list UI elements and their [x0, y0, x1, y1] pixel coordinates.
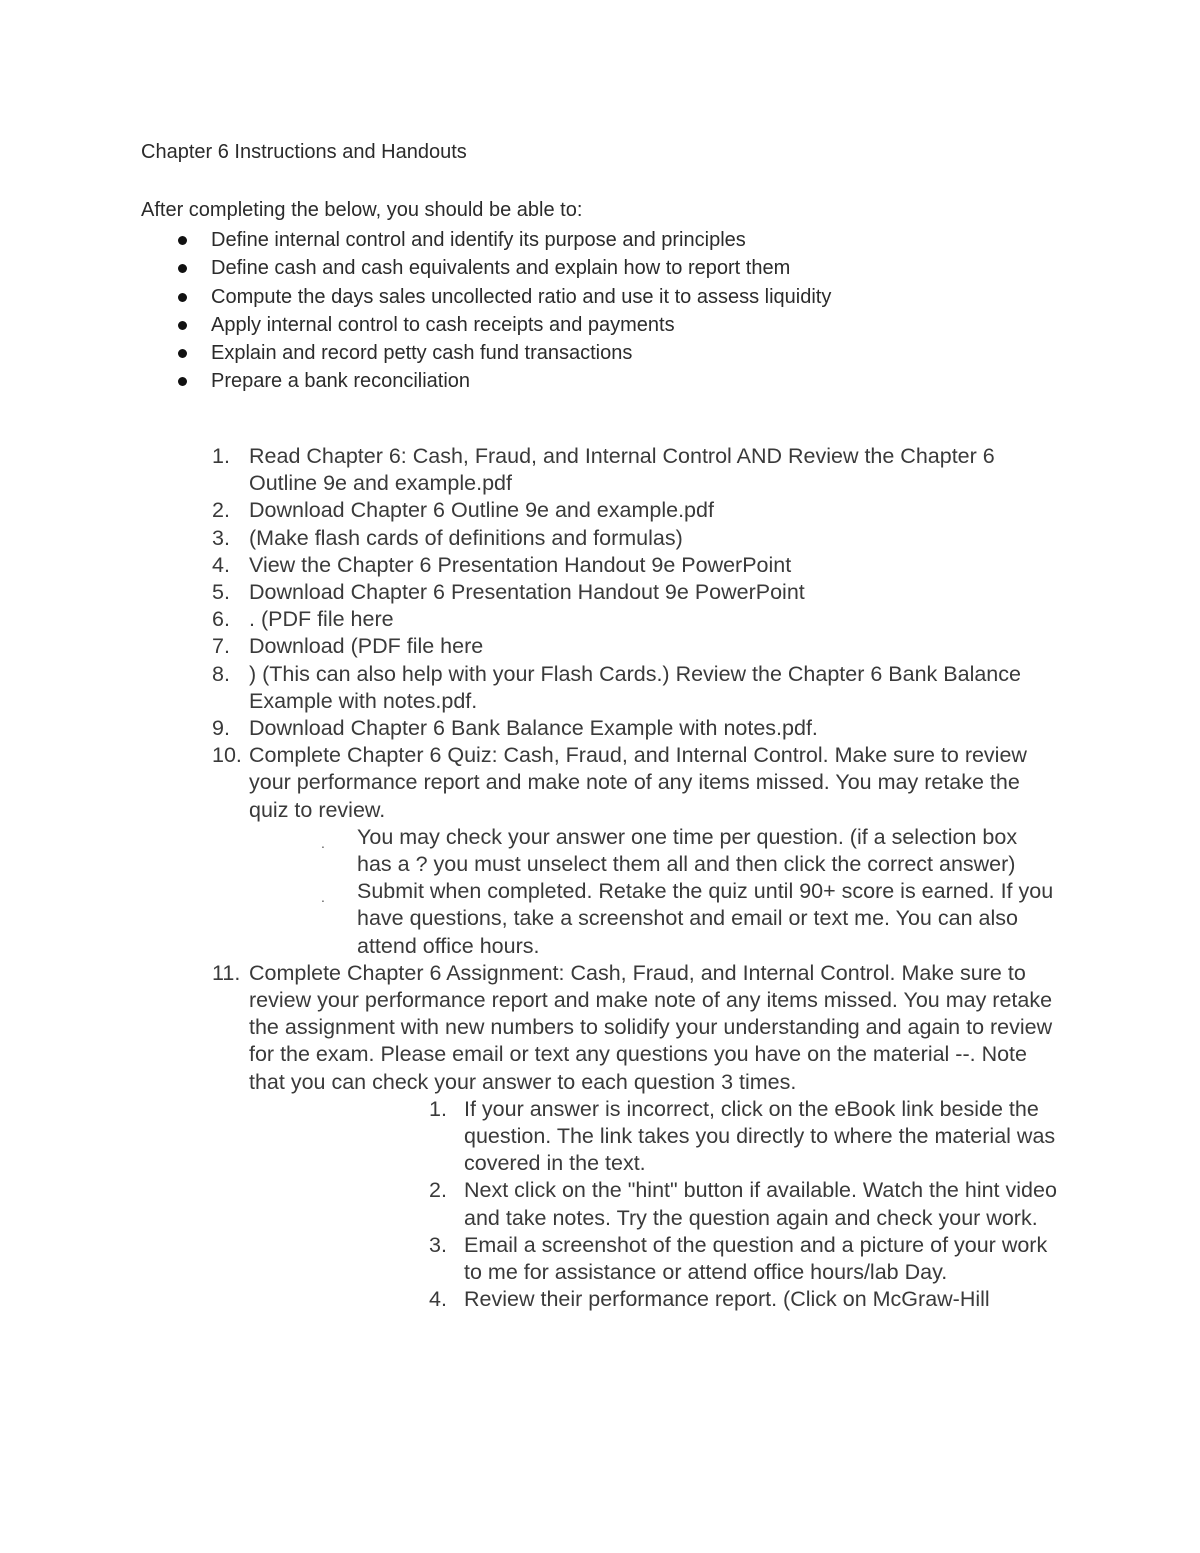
step-number: 10.	[212, 743, 242, 768]
step-item	[0, 960, 1057, 1314]
step-text: Complete Chapter 6 Quiz: Cash, Fraud, and Internal Control. Make sure to review your performance report and make note of any items missed. You may retake the quiz to review.	[249, 743, 1027, 822]
bullet-icon	[178, 377, 187, 386]
bullet-icon	[178, 236, 187, 245]
step-text: ) (This can also help with your Flash Cards.) Review the Chapter 6 Bank Balance Example with notes.pdf.	[249, 661, 1021, 713]
step-item	[0, 606, 1057, 633]
note-marker: .	[321, 834, 325, 851]
tip-text: If your answer is incorrect, click on the eBook link beside the question. The link takes you directly to where the material was covered in the text.	[464, 1096, 1056, 1176]
step-text: (Make flash cards of definitions and formulas)	[249, 525, 683, 550]
step-text: Download Chapter 6 Presentation Handout 9e PowerPoint	[249, 580, 805, 605]
quiz-note-item	[249, 878, 1057, 960]
quiz-note-item	[249, 824, 1057, 878]
objective-item: Define internal control and identify its purpose and principles	[0, 226, 831, 254]
step-number: 1.	[212, 444, 230, 468]
step-text: Read Chapter 6: Cash, Fraud, and Internal Control AND Review the Chapter 6 Outline 9e and example.pdf	[249, 444, 995, 496]
step-item	[0, 443, 1057, 497]
step-item	[0, 552, 1057, 579]
step-item	[0, 579, 1057, 606]
step-item	[0, 661, 1057, 715]
quiz-notes-list	[249, 824, 1057, 960]
step-text: . (PDF file here	[249, 607, 394, 632]
step-number: 3.	[212, 525, 230, 550]
bullet-icon	[178, 264, 187, 273]
objective-item: Define cash and cash equivalents and explain how to report them	[0, 254, 831, 282]
step-text: View the Chapter 6 Presentation Handout 9e PowerPoint	[249, 552, 792, 577]
step-text: Download Chapter 6 Bank Balance Example with notes.pdf.	[249, 716, 818, 741]
step-number: 8.	[212, 661, 230, 686]
step-number: 7.	[212, 634, 230, 659]
note-text: You may check your answer one time per question. (if a selection box has a ? you must unselect them all and then click the correct answer)	[357, 824, 1018, 877]
tip-number: 1.	[429, 1096, 447, 1121]
tip-item	[249, 1286, 1057, 1313]
tip-number: 3.	[429, 1232, 447, 1257]
tip-number: 2.	[429, 1178, 447, 1203]
tip-item	[249, 1096, 1057, 1178]
tip-item	[249, 1232, 1057, 1286]
tip-text: Email a screenshot of the question and a picture of your work to me for assistance or attend office hours/lab Day.	[464, 1232, 1048, 1285]
step-number: 4.	[212, 552, 230, 577]
assignment-tips-list	[249, 1096, 1057, 1314]
step-text: Download (PDF file here	[249, 634, 484, 659]
step-item	[0, 742, 1057, 960]
tip-text: Next click on the "hint" button if available. Watch the hint video and take notes. Try the question again and check your work.	[464, 1178, 1057, 1230]
objective-item: Prepare a bank reconciliation	[0, 367, 831, 395]
step-item	[0, 497, 1057, 524]
tip-item	[249, 1177, 1057, 1231]
tip-number: 4.	[429, 1287, 447, 1312]
steps-list	[0, 443, 1200, 1314]
objective-item: Compute the days sales uncollected ratio and use it to assess liquidity	[0, 283, 831, 311]
note-marker: .	[321, 889, 325, 906]
bullet-icon	[178, 293, 187, 302]
step-item	[0, 525, 1057, 552]
step-item	[0, 633, 1057, 660]
note-text: Submit when completed. Retake the quiz until 90+ score is earned. If you have questions, take a screenshot and email or text me. You can also attend office hours.	[357, 879, 1054, 958]
objective-item: Apply internal control to cash receipts and payments	[0, 311, 831, 339]
objective-item: Explain and record petty cash fund transactions	[0, 339, 831, 367]
step-text: Complete Chapter 6 Assignment: Cash, Fraud, and Internal Control. Make sure to review your performance report and make note of any items missed. You may retake the assignment with new numbers to solidify your understanding and again to review for the exam. Please email or text any questions you have on the material --. Note that you can check your answer to each question 3 times.	[249, 960, 1053, 1094]
objectives-list	[0, 226, 831, 396]
step-item	[0, 715, 1057, 742]
step-number: 5.	[212, 580, 230, 605]
intro-text: After completing the below, you should be able to:	[141, 199, 583, 221]
step-number: 9.	[212, 716, 230, 741]
step-text: Download Chapter 6 Outline 9e and example.pdf	[249, 498, 714, 523]
bullet-icon	[178, 321, 187, 330]
bullet-icon	[178, 349, 187, 358]
page-title: Chapter 6 Instructions and Handouts	[141, 141, 467, 163]
tip-text: Review their performance report. (Click on McGraw-Hill	[464, 1287, 990, 1312]
step-number: 11.	[212, 960, 241, 985]
step-number: 6.	[212, 607, 230, 632]
step-number: 2.	[212, 498, 230, 523]
